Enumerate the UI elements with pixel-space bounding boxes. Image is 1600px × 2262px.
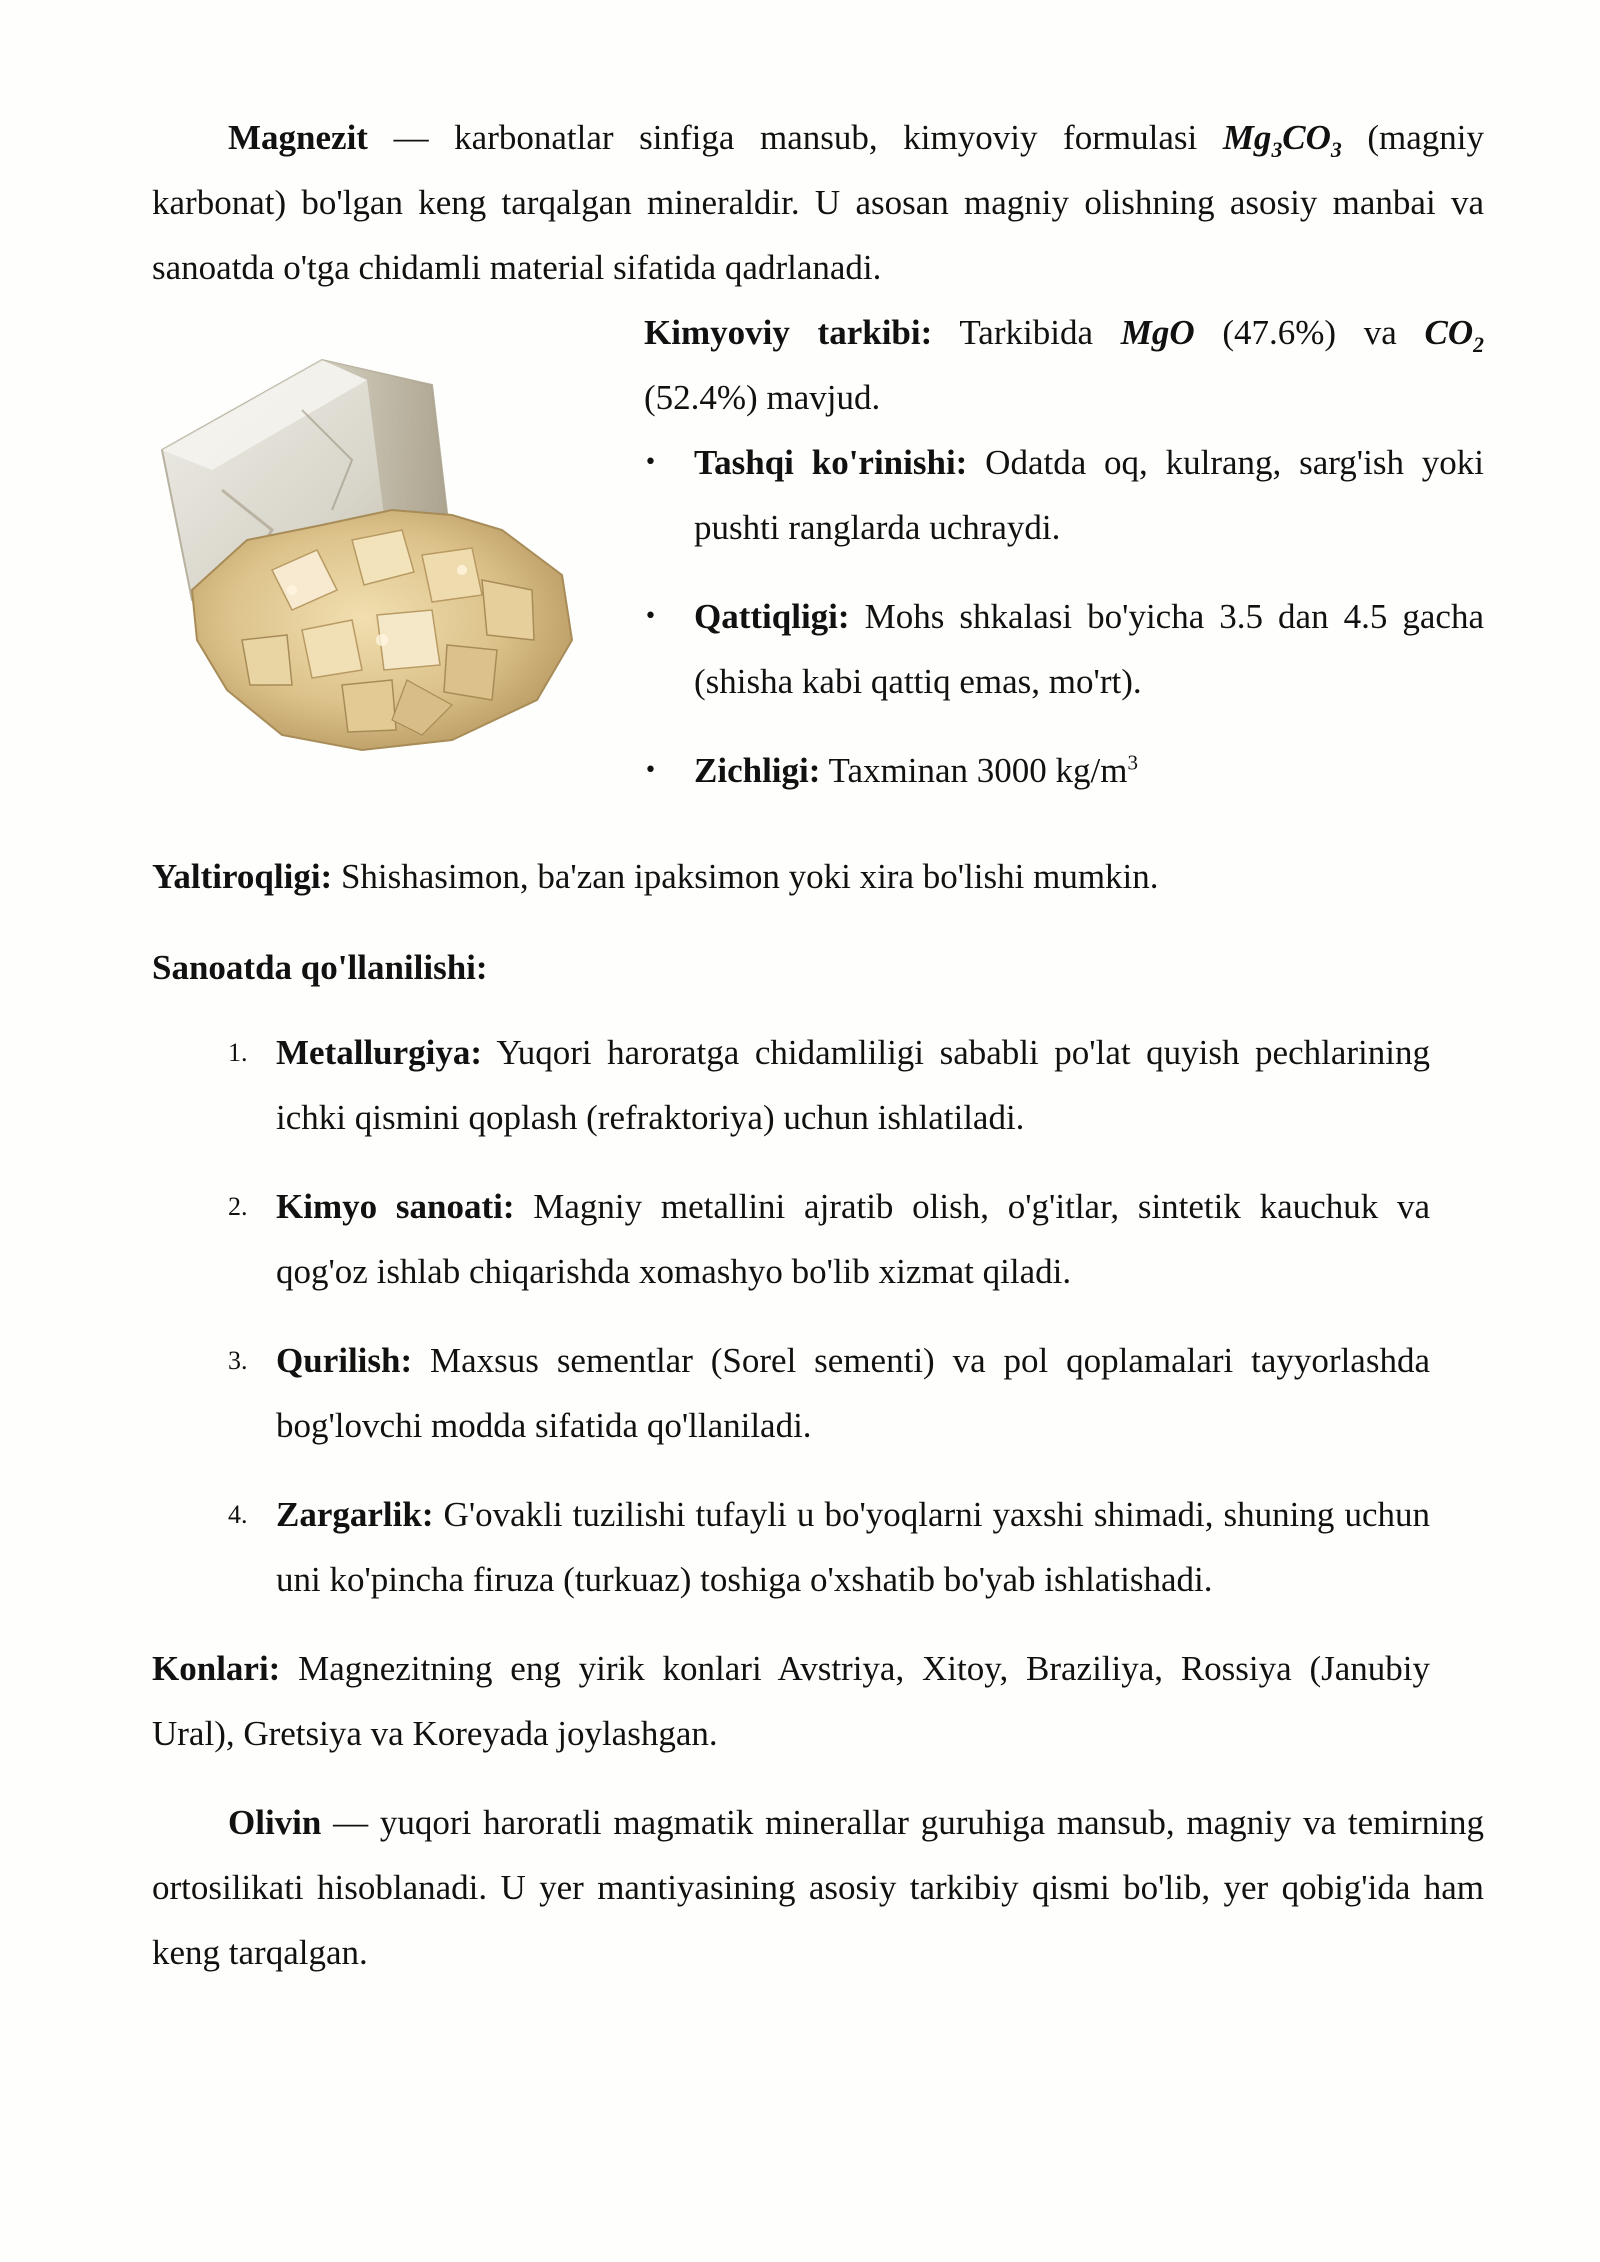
deposits-paragraph: Konlari: Magnezitning eng yirik konlari Avstriya, Xitoy, Braziliya, Rossiya (Janubiy Ural), Gretsiya va Koreyada joylashgan. — [152, 1649, 1430, 1753]
document-page — [152, 105, 1484, 1985]
uses-heading: Sanoatda qo'llanilishi: — [152, 948, 488, 987]
bullet-icon: • — [644, 604, 657, 629]
list-item: 1. Metallurgiya: Yuqori haroratga chidamliligi sababli po'lat quyish pechlarining ichki qismini qoplash (refraktoriya) uchun ishlatiladi. — [228, 1033, 1430, 1137]
properties-list — [644, 430, 1484, 803]
luster-paragraph: Yaltiroqligi: Shishasimon, ba'zan ipaksimon yoki xira bo'lishi mumkin. — [152, 857, 1159, 896]
olivin-paragraph: Olivin — yuqori haroratli magmatik minerallar guruhiga mansub, magniy va temirning ortosilikati hisoblanadi. U yer mantiyasining asosiy tarkibiy qismi bo'lib, yer qobig'ida ham keng tarqalgan. — [152, 1803, 1484, 1972]
composition-paragraph: Kimyoviy tarkibi: Tarkibida MgO (47.6%) va $CO_2$ (52.4%) mavjud. — [644, 313, 1484, 417]
chemical-formula: $Mg_3CO_3$ — [1222, 118, 1342, 162]
list-item: 2. Kimyo sanoati: Magniy metallini ajratib olish, o'g'itlar, sintetik kauchuk va qog'oz ishlab chiqarishda xomashyo bo'lib xizmat qiladi. — [228, 1187, 1430, 1291]
properties-column — [644, 300, 1484, 827]
list-item: • Zichligi: Taxminan 3000 $kg/m^3$ — [644, 738, 1484, 803]
mineral-name: Magnezit — [228, 118, 368, 157]
bullet-icon: • — [644, 758, 657, 783]
list-item: • Tashqi ko'rinishi: Odatda oq, kulrang, sarg'ish yoki pushti ranglarda uchraydi. — [644, 430, 1484, 560]
bullet-icon: • — [644, 450, 657, 475]
intro-paragraph: Magnezit — karbonatlar sinfiga mansub, kimyoviy formulasi $Mg_3CO_3$ (magniy karbonat) bo'lgan keng tarqalgan mineraldir. U asosan magniy olishning asosiy manbai va sanoatda o'tga chidamli material sifatida qadrlanadi. — [152, 118, 1485, 287]
magnesite-crystal-image — [152, 340, 592, 760]
properties-section — [152, 300, 1484, 840]
uses-list — [152, 1020, 1484, 1612]
mineral-name: Olivin — [228, 1803, 322, 1842]
list-item: • Qattiqligi: Mohs shkalasi bo'yicha 3.5 dan 4.5 gacha (shisha kabi qattiq emas, mo'rt). — [644, 584, 1484, 714]
list-item: 3. Qurilish: Maxsus sementlar (Sorel sementi) va pol qoplamalari tayyorlashda bog'lovchi modda sifatida qo'llaniladi. — [228, 1341, 1430, 1445]
list-item: 4. Zargarlik: G'ovakli tuzilishi tufayli u bo'yoqlarni yaxshi shimadi, shuning uchun uni ko'pincha firuza (turkuaz) toshiga o'xshatib bo'yab ishlatishadi. — [228, 1495, 1430, 1599]
